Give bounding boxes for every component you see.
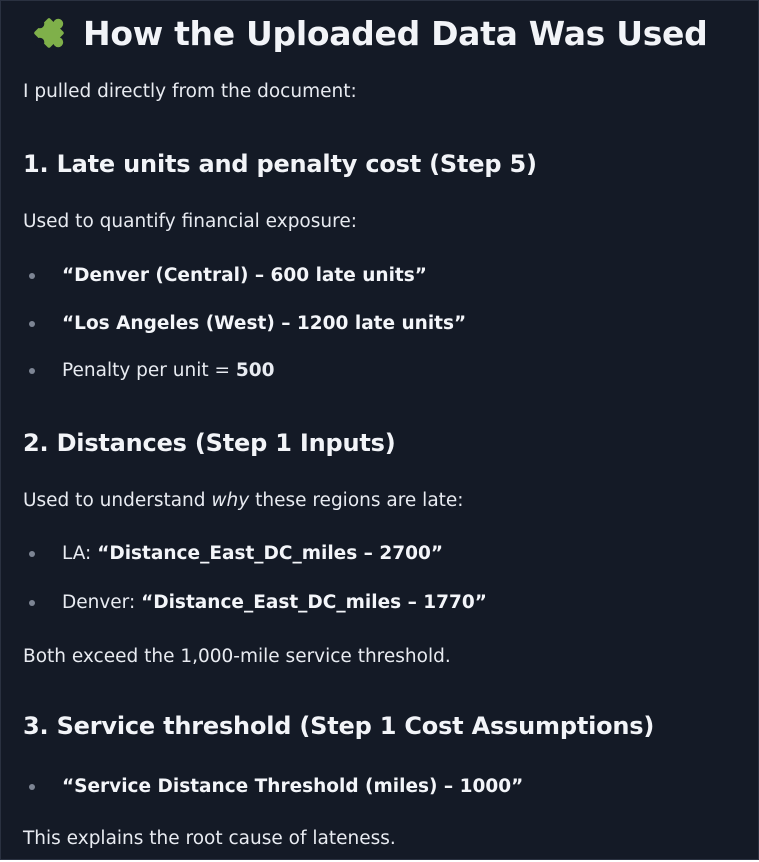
bullet-dot [29, 273, 35, 279]
bullet-dot [29, 551, 35, 557]
list-item-prefix: Denver: [62, 592, 142, 613]
list-item [29, 543, 443, 564]
section-2-lead-after: these regions are late: [249, 490, 464, 511]
page-title-text: How the Uploaded Data Was Used [83, 13, 708, 53]
puzzle-icon [27, 11, 71, 55]
list-item [29, 360, 275, 381]
list-item-quote: “Service Distance Threshold (miles) – 1000” [62, 776, 524, 797]
section-2-heading: 2. Distances (Step 1 Inputs) [23, 429, 396, 457]
list-item-quote: “Distance_East_DC_miles – 2700” [97, 543, 444, 564]
section-2-lead [23, 490, 464, 511]
section-1-heading: 1. Late units and penalty cost (Step 5) [23, 150, 537, 178]
list-item [29, 313, 466, 334]
list-item [29, 592, 487, 613]
list-item-value: 500 [235, 360, 275, 381]
section-2-lead-before: Used to understand [23, 490, 212, 511]
section-2-lead-emphasis: why [211, 490, 250, 511]
page-title [27, 11, 707, 55]
bullet-dot [29, 600, 35, 606]
list-item-quote: “Denver (Central) – 600 late units” [62, 265, 427, 286]
list-item-quote: “Distance_East_DC_miles – 1770” [141, 592, 487, 613]
bullet-dot [29, 321, 35, 327]
list-item-quote: “Los Angeles (West) – 1200 late units” [62, 313, 467, 334]
intro-text: I pulled directly from the document: [23, 81, 357, 102]
list-item [29, 265, 427, 286]
list-item-prefix: Penalty per unit = [62, 360, 236, 381]
bullet-dot [29, 784, 35, 790]
list-item-prefix: LA: [62, 543, 98, 564]
section-3-heading: 3. Service threshold (Step 1 Cost Assumptions) [23, 712, 655, 740]
section-1-lead: Used to quantify financial exposure: [23, 211, 357, 232]
list-item [29, 776, 523, 797]
section-3-note: This explains the root cause of lateness. [23, 828, 396, 849]
section-2-note: Both exceed the 1,000-mile service threshold. [23, 646, 451, 667]
bullet-dot [29, 368, 35, 374]
